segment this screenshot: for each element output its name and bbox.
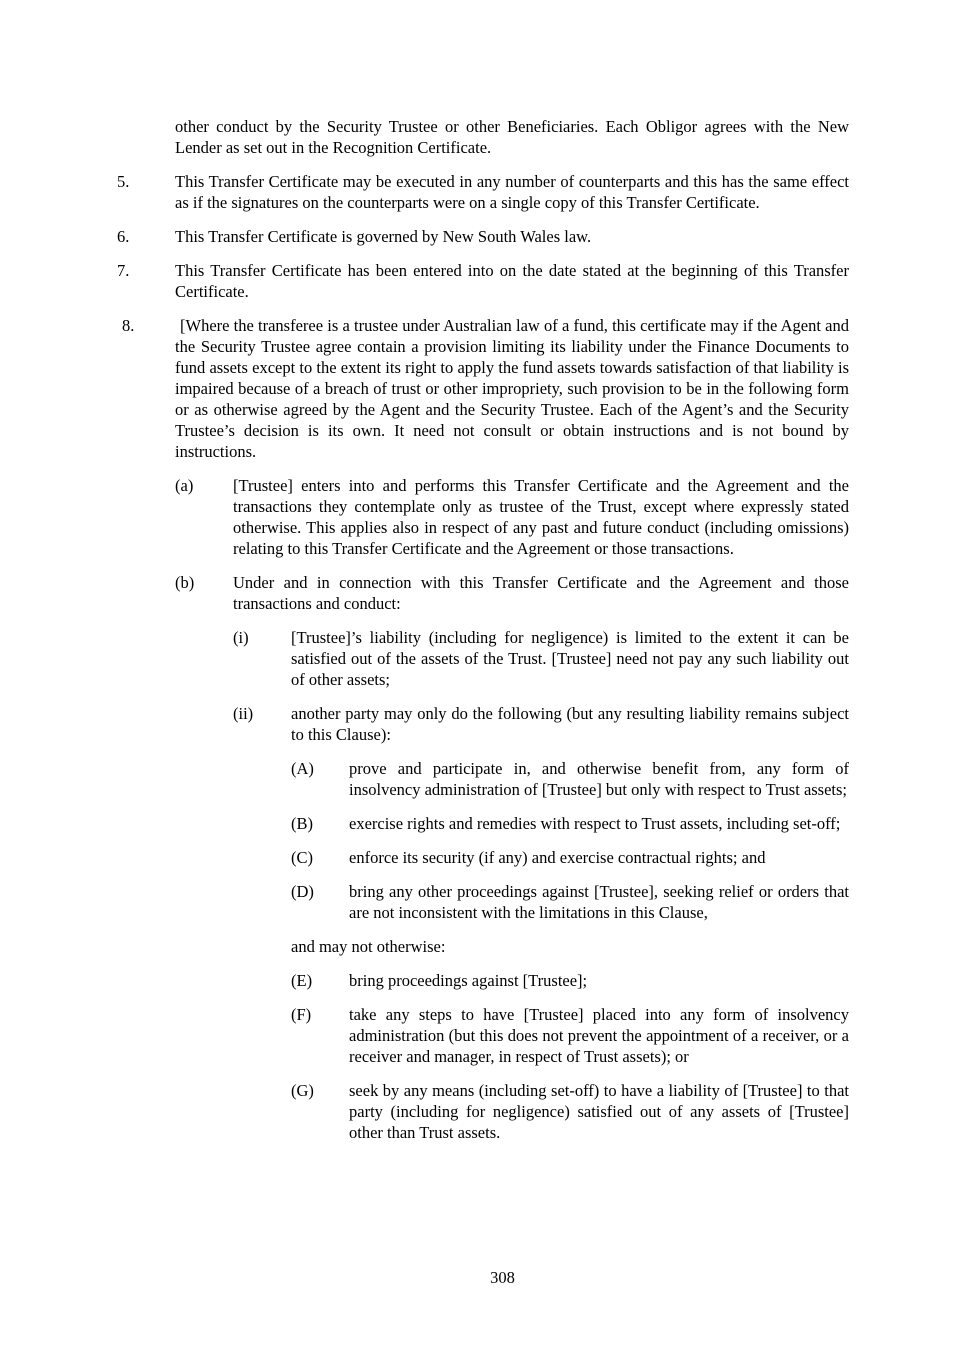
subclause-label: (b) (175, 573, 195, 592)
paragraph-D (117, 881, 849, 923)
paragraph-text: enforce its security (if any) and exercise contractual rights; and (349, 848, 766, 867)
paragraph-F (117, 1004, 849, 1067)
clause-number: 7. (117, 261, 130, 280)
clause-number: 6. (117, 227, 130, 246)
clause-text: This Transfer Certificate may be executed in any number of counterparts and this has the same effect as if the signatures on the counterparts were on a single copy of this Transfer Certificate. (175, 172, 849, 212)
continuation-paragraph (117, 116, 849, 158)
paragraph-label: (G) (291, 1081, 314, 1100)
clause-text: [Where the transferee is a trustee under Australian law of a fund, this certificate may if the Agent and the Security Trustee agree contain a provision limiting its liability under the Finance Documents to fund assets except to the extent its right to apply the fund assets towards satisfaction of that liability is impaired because of a breach of trust or other impropriety, such provision to be in the following form or as otherwise agreed by the Agent and the Security Trustee. Each of the Agent’s and the Security Trustee’s decision is its own. It need not consult or obtain instructions and is not bound by instructions. (175, 316, 849, 461)
paragraph-label: (D) (291, 882, 314, 901)
clause-text: This Transfer Certificate has been entered into on the date stated at the beginning of this Transfer Certificate. (175, 261, 849, 301)
paragraph-label: (A) (291, 759, 314, 778)
subclause-b-i (117, 627, 849, 690)
clause-6 (117, 226, 849, 247)
paragraph-label: (E) (291, 971, 313, 990)
paragraph-text: seek by any means (including set-off) to have a liability of [Trustee] to that party (including for negligence) satisfied out of any assets of [Trustee] other than Trust assets. (349, 1081, 849, 1142)
clause-7 (117, 260, 849, 302)
paragraph-label: (F) (291, 1005, 312, 1024)
connector-text-content: and may not otherwise: (291, 937, 446, 956)
paragraph-text: other conduct by the Security Trustee or other Beneficiaries. Each Obligor agrees with the New Lender as set out in the Recognition Certificate. (175, 117, 849, 157)
clause-5 (117, 171, 849, 213)
paragraph-label: (B) (291, 814, 313, 833)
subclause-label: (ii) (233, 704, 254, 723)
subclause-text: [Trustee] enters into and performs this Transfer Certificate and the Agreement and the transactions they contemplate only as trustee of the Trust, except where expressly stated otherwise. This applies also in respect of any past and future conduct (including omissions) relating to this Transfer Certificate and the Agreement or those transactions. (233, 476, 849, 558)
subclause-label: (i) (233, 628, 249, 647)
paragraph-text: bring proceedings against [Trustee]; (349, 971, 588, 990)
subclause-text: another party may only do the following (but any resulting liability remains subject to this Clause): (291, 704, 849, 744)
paragraph-text: bring any other proceedings against [Trustee], seeking relief or orders that are not inconsistent with the limitations in this Clause, (349, 882, 849, 922)
subclause-text: Under and in connection with this Transfer Certificate and the Agreement and those transactions and conduct: (233, 573, 849, 613)
clause-text: This Transfer Certificate is governed by New South Wales law. (175, 227, 592, 246)
paragraph-text: take any steps to have [Trustee] placed into any form of insolvency administration (but this does not prevent the appointment of a receiver, or a receiver and manager, in respect of Trust assets); or (349, 1005, 849, 1066)
subclause-a (117, 475, 849, 559)
paragraph-E (117, 970, 849, 991)
paragraph-A (117, 758, 849, 800)
clause-number: 8. (122, 316, 135, 335)
subclause-label: (a) (175, 476, 194, 495)
paragraph-C (117, 847, 849, 868)
subclause-text: [Trustee]’s liability (including for negligence) is limited to the extent it can be satisfied out of the assets of the Trust. [Trustee] need not pay any such liability out of other assets; (291, 628, 849, 689)
clause-8 (117, 315, 849, 462)
paragraph-label: (C) (291, 848, 313, 867)
clause-number: 5. (117, 172, 130, 191)
paragraph-G (117, 1080, 849, 1143)
paragraph-B (117, 813, 849, 834)
paragraph-text: exercise rights and remedies with respect to Trust assets, including set-off; (349, 814, 841, 833)
subclause-b-ii (117, 703, 849, 745)
connector-text (117, 936, 849, 957)
page-number: 308 (490, 1268, 515, 1287)
subclause-b (117, 572, 849, 614)
paragraph-text: prove and participate in, and otherwise benefit from, any form of insolvency administration of [Trustee] but only with respect to Trust assets; (349, 759, 849, 799)
